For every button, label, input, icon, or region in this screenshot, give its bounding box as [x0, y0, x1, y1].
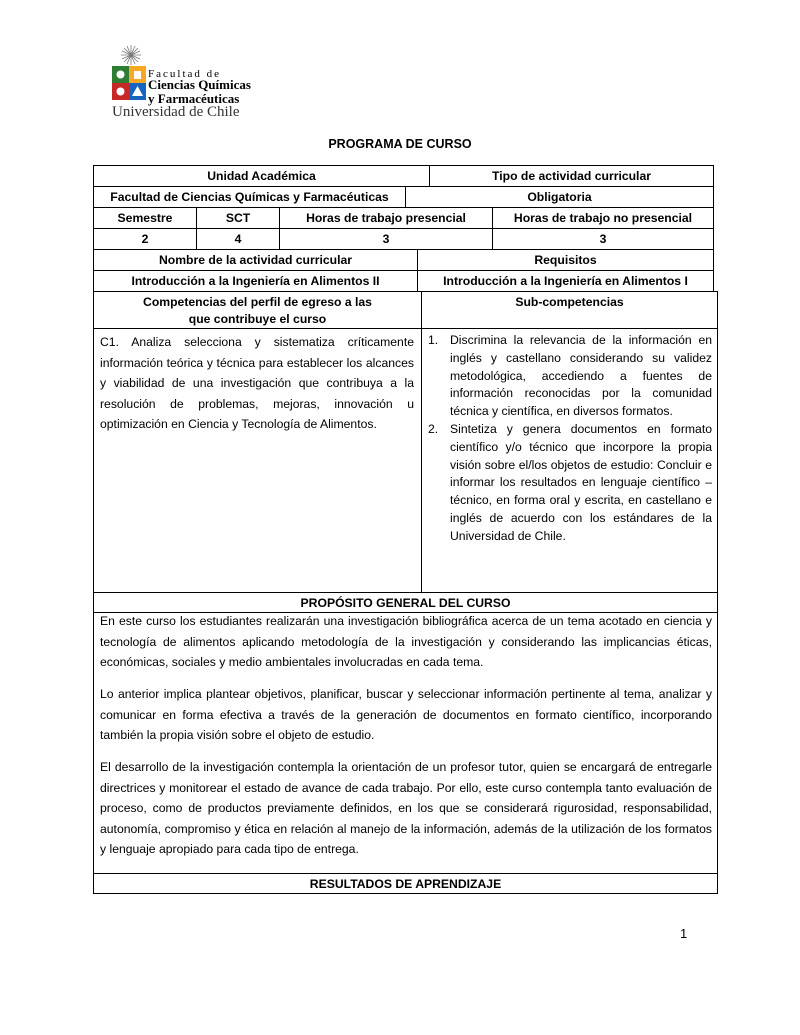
unidad-value: Facultad de Ciencias Químicas y Farmacéuticas — [93, 186, 406, 208]
document-title: PROGRAMA DE CURSO — [328, 137, 472, 151]
proposito-paragraph-2: Lo anterior implica plantear objetivos, planificar, buscar y seleccionar información pertinente al tema, analizar y comunicar en forma efectiva a través de la generación de documentos en formato científico, incorporando también la propia visión sobre el objeto de estudio. — [100, 687, 712, 742]
faculty-shield-icon — [112, 66, 146, 100]
proposito-label: PROPÓSITO GENERAL DEL CURSO — [93, 592, 718, 613]
horas-no-presencial-value: 3 — [492, 228, 714, 250]
competencias-label: Competencias del perfil de egreso a las que contribuye el curso — [93, 291, 422, 329]
star-emblem-icon — [120, 44, 142, 66]
horas-no-presencial-label: Horas de trabajo no presencial — [492, 207, 714, 229]
tipo-value: Obligatoria — [405, 186, 714, 208]
semestre-value: 2 — [93, 228, 197, 250]
proposito-paragraph-3: El desarrollo de la investigación contempla la orientación de un profesor tutor, quien se encargará de entregarle directrices y monitorear el estado de avance de cada trabajo. Por ello, este curso contempla tanto evaluación de proceso, como de productos previamente definidos, en los que se considerará rigurosidad, responsabilidad, autonomía, compromiso y ética en relación al manejo de la información, además de la utilización de los formatos y lenguaje apropiado para cada tipo de entrega. — [100, 760, 712, 856]
horas-presencial-label: Horas de trabajo presencial — [279, 207, 493, 229]
faculty-logo — [112, 44, 272, 122]
logo-line-3: y Farmacéuticas — [148, 91, 240, 106]
requisitos-label: Requisitos — [417, 249, 714, 271]
list-item-number: 2. — [428, 421, 439, 436]
tipo-label: Tipo de actividad curricular — [429, 165, 714, 187]
list-item — [428, 332, 712, 421]
proposito-paragraph-1: En este curso los estudiantes realizarán una investigación bibliográfica acerca de un tema acotado en ciencia y tecnología de alimentos aplicando metodología de la investigación y considerando las implicancias éticas, económicas, sociales y medio ambientales involucradas en cada tema. — [100, 614, 712, 669]
list-item-text: Discrimina la relevancia de la información en inglés y castellano considerando su validez metodológica, accediendo a fuentes de información reconocidas por la comunidad técnica y científica, en diversos formatos. — [450, 333, 712, 419]
logo-line-4: Universidad de Chile — [112, 104, 240, 120]
subcompetencias-label: Sub-competencias — [421, 291, 718, 329]
sct-value: 4 — [196, 228, 280, 250]
unidad-label: Unidad Académica — [93, 165, 430, 187]
logo-line-1: Facultad de — [148, 68, 222, 80]
list-item-number: 1. — [428, 333, 439, 347]
list-item — [428, 421, 712, 546]
requisitos-value: Introducción a la Ingeniería en Alimentos I — [417, 270, 714, 292]
subcompetencias-list — [428, 332, 712, 546]
list-item-text: Sintetiza y genera documentos en formato científico y/o técnico que incorpore la propia visión sobre el/los objetos de estudio: Concluir e informar los resultados en lenguaje científico – técnico, en forma oral y escrita, en castellano e inglés de acuerdo con los estándares de la Universidad de Chile. — [450, 421, 712, 543]
sct-label: SCT — [196, 207, 280, 229]
semestre-label: Semestre — [93, 207, 197, 229]
page-number: 1 — [680, 926, 688, 941]
competencia-text: C1. Analiza selecciona y sistematiza críticamente información teórica y técnica para establecer los alcances y viabilidad de una investigación que contribuya a la resolución de problemas, mejoras, innovación u optimización en Ciencia y Tecnología de Alimentos. — [100, 335, 414, 431]
nombre-value: Introducción a la Ingeniería en Alimentos II — [93, 270, 418, 292]
horas-presencial-value: 3 — [279, 228, 493, 250]
resultados-label: RESULTADOS DE APRENDIZAJE — [93, 873, 718, 894]
nombre-label: Nombre de la actividad curricular — [93, 249, 418, 271]
logo-line-2: Ciencias Químicas — [148, 77, 251, 92]
